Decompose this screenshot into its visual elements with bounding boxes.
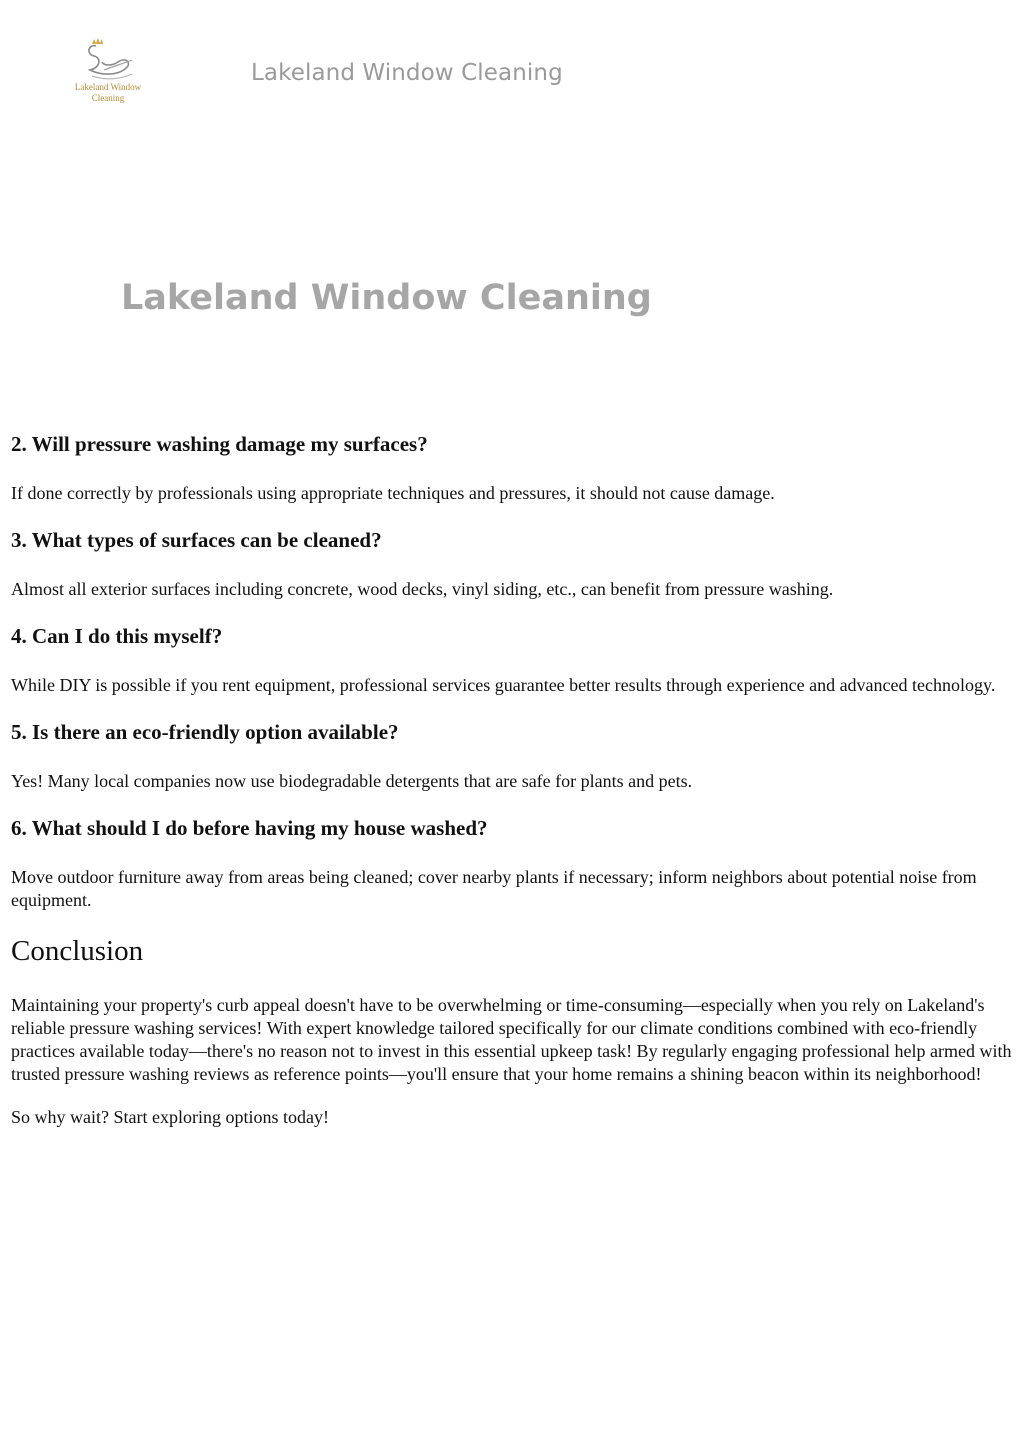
faq-question: 4. Can I do this myself? <box>11 624 223 648</box>
faq-question: 3. What types of surfaces can be cleaned? <box>11 528 382 552</box>
faq-item <box>11 431 1014 505</box>
faq-question: 6. What should I do before having my house washed? <box>11 816 488 840</box>
logo-text-line1: Lakeland Window <box>74 82 142 92</box>
conclusion-heading: Conclusion <box>11 935 144 967</box>
faq-answer: Almost all exterior surfaces including concrete, wood decks, vinyl siding, etc., can benefit from pressure washing. <box>11 579 834 599</box>
site-title-link[interactable]: Lakeland Window Cleaning <box>251 60 563 86</box>
faq-answer: If done correctly by professionals using appropriate techniques and pressures, it should not cause damage. <box>11 483 775 503</box>
faq-answer: Yes! Many local companies now use biodegradable detergents that are safe for plants and pets. <box>11 771 693 791</box>
faq-item <box>11 815 1014 912</box>
logo-text-line2: Cleaning <box>91 93 125 103</box>
swan-logo-icon <box>74 36 142 82</box>
faq-answer: Move outdoor furniture away from areas being cleaned; cover nearby plants if necessary; inform neighbors about potential noise from equipment. <box>11 867 977 910</box>
faq-answer: While DIY is possible if you rent equipment, professional services guarantee better results through experience and advanced technology. <box>11 675 996 695</box>
faq-item <box>11 623 1014 697</box>
closing-paragraph: So why wait? Start exploring options today! <box>11 1107 329 1127</box>
hero-title: Lakeland Window Cleaning <box>121 278 652 318</box>
faq-question: 2. Will pressure washing damage my surfaces? <box>11 432 428 456</box>
conclusion-section <box>11 934 1014 1129</box>
faq-question: 5. Is there an eco-friendly option available? <box>11 720 399 744</box>
faq-item <box>11 527 1014 601</box>
article-content <box>11 431 1014 1149</box>
conclusion-paragraph: Maintaining your property's curb appeal doesn't have to be overwhelming or time-consuming—especially when you rely on Lakeland's reliable pressure washing services! With expert knowledge tailored specifically for our climate conditions combined with eco-friendly practices available today—there's no reason not to invest in this essential upkeep task! By regularly engaging professional help armed with trusted pressure washing reviews as reference points—you'll ensure that your home remains a shining beacon within its neighborhood! <box>11 995 1012 1084</box>
company-logo[interactable] <box>60 36 156 112</box>
faq-item <box>11 719 1014 793</box>
